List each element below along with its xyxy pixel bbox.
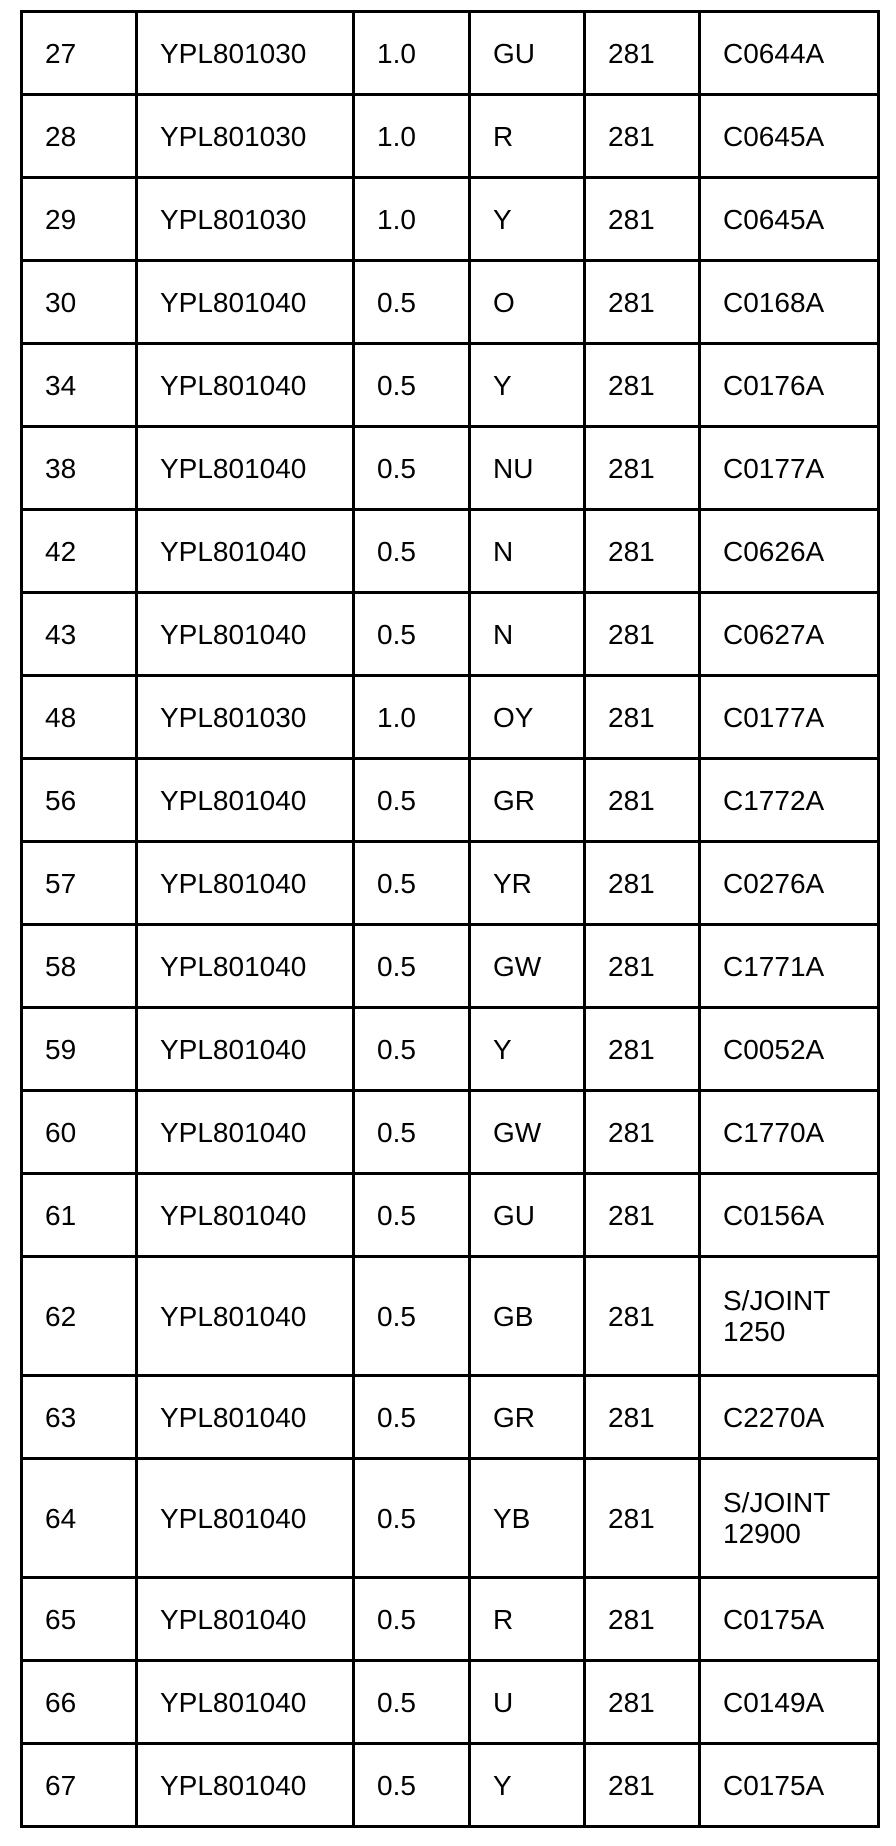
- table-cell: 281: [585, 1174, 700, 1257]
- table-cell: 281: [585, 842, 700, 925]
- table-row: [22, 1376, 879, 1459]
- table-row: [22, 1578, 879, 1661]
- table-cell: C0276A: [700, 842, 879, 925]
- table-cell: 0.5: [354, 1174, 470, 1257]
- table-row: [22, 1174, 879, 1257]
- table-cell: GW: [470, 925, 585, 1008]
- table-cell: 60: [22, 1091, 137, 1174]
- table-cell: Y: [470, 1744, 585, 1827]
- table-cell: 28: [22, 95, 137, 178]
- table-row: [22, 925, 879, 1008]
- table-cell: 42: [22, 510, 137, 593]
- table-cell: C1771A: [700, 925, 879, 1008]
- table-row: [22, 842, 879, 925]
- table-cell: 30: [22, 261, 137, 344]
- table-row: [22, 95, 879, 178]
- table-cell: C0644A: [700, 12, 879, 95]
- table-cell: 66: [22, 1661, 137, 1744]
- table-cell: 67: [22, 1744, 137, 1827]
- table-row: [22, 1459, 879, 1578]
- table-cell: 48: [22, 676, 137, 759]
- table-cell: YPL801040: [137, 842, 354, 925]
- table-cell: YPL801040: [137, 1578, 354, 1661]
- table-row: [22, 1661, 879, 1744]
- table-cell: C0626A: [700, 510, 879, 593]
- table-cell: 281: [585, 1578, 700, 1661]
- table-cell: 281: [585, 1257, 700, 1376]
- table-cell: 281: [585, 344, 700, 427]
- table-cell: YPL801040: [137, 261, 354, 344]
- table-cell: YPL801040: [137, 1091, 354, 1174]
- table-cell: 0.5: [354, 261, 470, 344]
- table-cell: 0.5: [354, 1091, 470, 1174]
- table-cell: 27: [22, 12, 137, 95]
- table-row: [22, 510, 879, 593]
- table-cell: YPL801040: [137, 1174, 354, 1257]
- table-cell: C0627A: [700, 593, 879, 676]
- table-cell: YB: [470, 1459, 585, 1578]
- table-cell: 59: [22, 1008, 137, 1091]
- table-cell: 1.0: [354, 12, 470, 95]
- table-cell: YPL801040: [137, 593, 354, 676]
- table-cell: 281: [585, 1008, 700, 1091]
- table-cell: 281: [585, 95, 700, 178]
- table-cell: 65: [22, 1578, 137, 1661]
- table-cell: C0645A: [700, 95, 879, 178]
- table-cell: 0.5: [354, 1257, 470, 1376]
- table-cell: YR: [470, 842, 585, 925]
- table-cell: 56: [22, 759, 137, 842]
- table-cell: C0177A: [700, 676, 879, 759]
- table-cell: C0156A: [700, 1174, 879, 1257]
- table-row: [22, 12, 879, 95]
- table-cell: YPL801040: [137, 510, 354, 593]
- table-row: [22, 1744, 879, 1827]
- table-cell: YPL801040: [137, 759, 354, 842]
- table-cell: 0.5: [354, 1376, 470, 1459]
- table-cell: YPL801030: [137, 95, 354, 178]
- table-cell: YPL801040: [137, 1744, 354, 1827]
- table-cell: O: [470, 261, 585, 344]
- table-cell: S/JOINT 12900: [700, 1459, 879, 1578]
- table-row: [22, 261, 879, 344]
- table-cell: 281: [585, 1376, 700, 1459]
- table-row: [22, 344, 879, 427]
- table-cell: 43: [22, 593, 137, 676]
- table-cell: 281: [585, 1661, 700, 1744]
- table-cell: 0.5: [354, 842, 470, 925]
- table-cell: R: [470, 1578, 585, 1661]
- table-cell: 0.5: [354, 1744, 470, 1827]
- table-cell: YPL801040: [137, 344, 354, 427]
- table-cell: 0.5: [354, 1459, 470, 1578]
- table-cell: 0.5: [354, 510, 470, 593]
- table-row: [22, 1008, 879, 1091]
- table-cell: U: [470, 1661, 585, 1744]
- table-row: [22, 178, 879, 261]
- table-cell: 62: [22, 1257, 137, 1376]
- table-cell: 281: [585, 510, 700, 593]
- table-cell: 281: [585, 676, 700, 759]
- table-cell: 1.0: [354, 95, 470, 178]
- table-cell: 281: [585, 178, 700, 261]
- table-cell: C1770A: [700, 1091, 879, 1174]
- table-row: [22, 593, 879, 676]
- table-cell: C2270A: [700, 1376, 879, 1459]
- table-cell: NU: [470, 427, 585, 510]
- table-cell: 38: [22, 427, 137, 510]
- table-cell: YPL801040: [137, 925, 354, 1008]
- table-cell: YPL801030: [137, 676, 354, 759]
- table-cell: 281: [585, 1459, 700, 1578]
- table-cell: 0.5: [354, 344, 470, 427]
- table-cell: YPL801040: [137, 1376, 354, 1459]
- table-cell: GR: [470, 1376, 585, 1459]
- table-cell: C1772A: [700, 759, 879, 842]
- table-cell: N: [470, 510, 585, 593]
- table-cell: YPL801040: [137, 1459, 354, 1578]
- table-cell: 0.5: [354, 427, 470, 510]
- data-table: [20, 10, 880, 1828]
- table-cell: 58: [22, 925, 137, 1008]
- table-cell: YPL801040: [137, 1008, 354, 1091]
- table-row: [22, 1257, 879, 1376]
- table-cell: 0.5: [354, 1578, 470, 1661]
- table-row: [22, 676, 879, 759]
- table-cell: C0177A: [700, 427, 879, 510]
- table-cell: 1.0: [354, 178, 470, 261]
- table-cell: GR: [470, 759, 585, 842]
- table-cell: 0.5: [354, 925, 470, 1008]
- table-cell: 281: [585, 12, 700, 95]
- table-cell: 281: [585, 427, 700, 510]
- table-cell: 64: [22, 1459, 137, 1578]
- table-cell: 34: [22, 344, 137, 427]
- table-row: [22, 427, 879, 510]
- table-cell: C0052A: [700, 1008, 879, 1091]
- table-cell: GU: [470, 1174, 585, 1257]
- table-cell: YPL801040: [137, 1257, 354, 1376]
- table-cell: 57: [22, 842, 137, 925]
- table-cell: 61: [22, 1174, 137, 1257]
- table-cell: C0175A: [700, 1578, 879, 1661]
- table-cell: 29: [22, 178, 137, 261]
- table-cell: C0175A: [700, 1744, 879, 1827]
- table-cell: S/JOINT 1250: [700, 1257, 879, 1376]
- table-cell: 281: [585, 261, 700, 344]
- table-cell: C0176A: [700, 344, 879, 427]
- table-cell: OY: [470, 676, 585, 759]
- table-cell: 0.5: [354, 759, 470, 842]
- table-cell: 281: [585, 1091, 700, 1174]
- table-cell: YPL801040: [137, 427, 354, 510]
- table-cell: 281: [585, 593, 700, 676]
- table-cell: Y: [470, 344, 585, 427]
- table-cell: R: [470, 95, 585, 178]
- table-row: [22, 1091, 879, 1174]
- table-cell: YPL801040: [137, 1661, 354, 1744]
- table-cell: YPL801030: [137, 12, 354, 95]
- table-cell: N: [470, 593, 585, 676]
- table-cell: GU: [470, 12, 585, 95]
- table-cell: Y: [470, 1008, 585, 1091]
- table-cell: YPL801030: [137, 178, 354, 261]
- table-cell: 63: [22, 1376, 137, 1459]
- table-cell: 281: [585, 1744, 700, 1827]
- table-cell: Y: [470, 178, 585, 261]
- table-cell: 0.5: [354, 1008, 470, 1091]
- table-cell: C0168A: [700, 261, 879, 344]
- table-cell: 281: [585, 925, 700, 1008]
- table-row: [22, 759, 879, 842]
- table-cell: GW: [470, 1091, 585, 1174]
- table-cell: C0149A: [700, 1661, 879, 1744]
- table-cell: GB: [470, 1257, 585, 1376]
- table-cell: 0.5: [354, 1661, 470, 1744]
- table-cell: 0.5: [354, 593, 470, 676]
- table-cell: 1.0: [354, 676, 470, 759]
- table-cell: C0645A: [700, 178, 879, 261]
- table-cell: 281: [585, 759, 700, 842]
